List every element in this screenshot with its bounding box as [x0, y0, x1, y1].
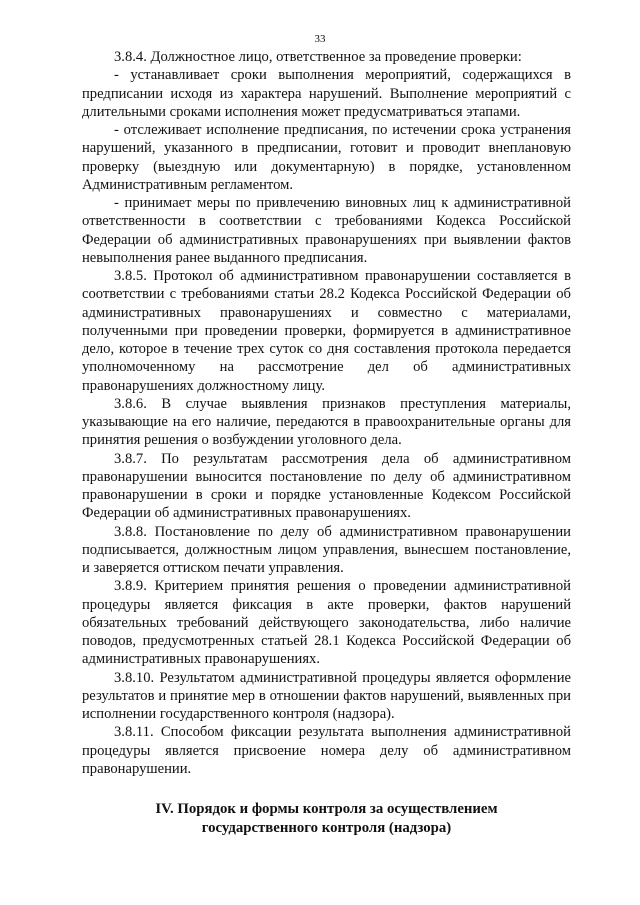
list-item-monitor-execution: - отслеживает исполнение предписания, по истечении срока устранения нарушений, указанного в предписании, готовит и проводит внеплановую проверку (выездную или документарную) в порядке, установленном Административным регламентом. [82, 122, 571, 193]
paragraph-3-8-10: 3.8.10. Результатом административной процедуры является оформление результатов и принятие мер в отношении фактов нарушений, выявленных при исполнении государственного контроля (надзора). [82, 669, 571, 722]
list-item-take-measures: - принимает меры по привлечению виновных лиц к административной ответственности в соответствии с требованиями Кодекса Российской Федерации об административных правонарушениях при выявлении фактов невыполнения ранее выданного предписания. [82, 195, 571, 266]
paragraph-3-8-9: 3.8.9. Критерием принятия решения о проведении административной процедуры является фиксация в акте проверки, фактов нарушений обязательных требований действующего законодательства, либо наличие поводов, предусмотренных статьей 28.1 Кодекса Российской Федерации об административных правонарушениях. [82, 578, 571, 668]
paragraph-3-8-11: 3.8.11. Способом фиксации результата выполнения административной процедуры является присвоение номера делу об административном правонарушении. [82, 724, 571, 777]
paragraph-3-8-4: 3.8.4. Должностное лицо, ответственное за проведение проверки: [114, 49, 522, 65]
section-heading-line-1: IV. Порядок и формы контроля за осуществлением [155, 801, 498, 817]
paragraph-3-8-8: 3.8.8. Постановление по делу об административном правонарушении подписывается, должностным лицом управления, вынесшем постановление, и заверяется оттиском печати управления. [82, 523, 571, 576]
list-item-set-deadlines: - устанавливает сроки выполнения мероприятий, содержащихся в предписании исходя из характера нарушений. Выполнение мероприятий с длительными сроками исполнения может предусматриваться этапами. [82, 67, 571, 120]
paragraph-3-8-6: 3.8.6. В случае выявления признаков преступления материалы, указывающие на его наличие, передаются в правоохранительные органы для принятия решения о возбуждении уголовного дела. [82, 395, 571, 449]
section-heading-line-2: государственного контроля (надзора) [201, 819, 452, 836]
section-heading [82, 800, 571, 837]
paragraph-3-8-7: 3.8.7. По результатам рассмотрения дела об административном правонарушении выносится постановление по делу об административном правонарушении в сроки и порядке установленные Кодексом Российской Федерации об административных правонарушениях. [82, 450, 571, 522]
document-body [82, 48, 571, 837]
page-number: 33 [314, 33, 326, 45]
paragraph-3-8-5: 3.8.5. Протокол об административном правонарушении составляется в соответствии с требованиями статьи 28.2 Кодекса Российской Федерации об административных правонарушениях и совместно с материалами, полученными при проведении проверки, формируется в административное дело, которое в течение трех суток со дня составления протокола передается уполномоченному на рассмотрение дел об административных правонарушениях должностному лицу. [82, 268, 571, 394]
